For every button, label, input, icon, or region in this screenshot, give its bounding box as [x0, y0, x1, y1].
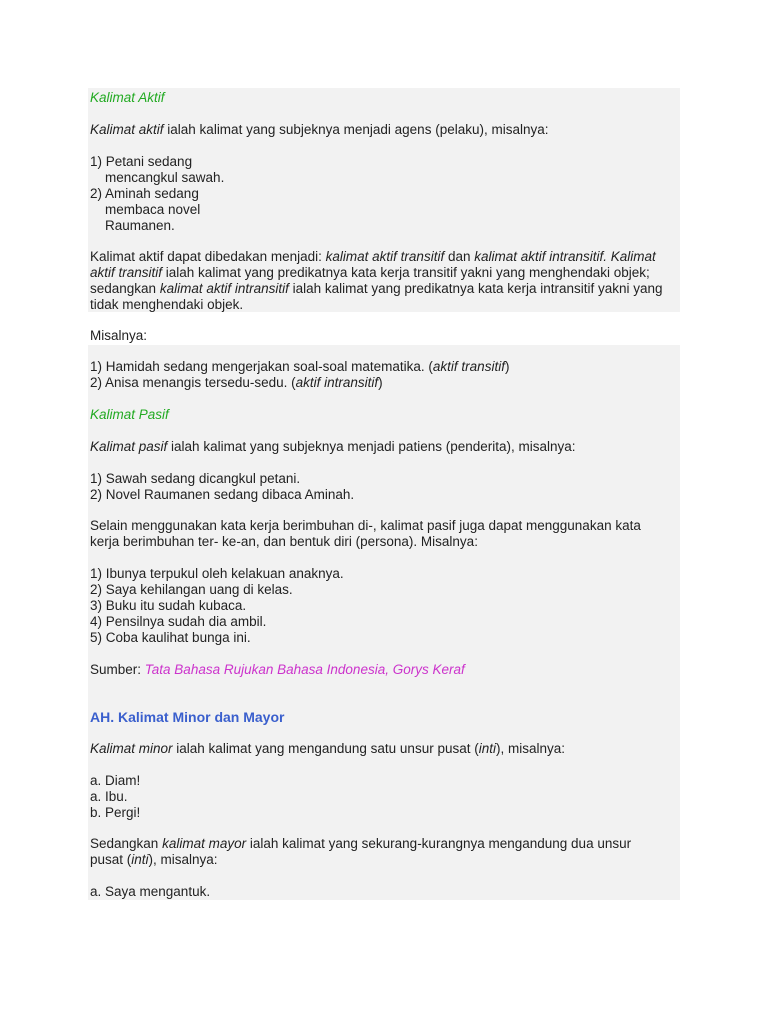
- list-pasif-4: 4) Pensilnya sudah dia ambil.: [90, 614, 267, 629]
- example-minor-3: b. Pergi!: [90, 805, 141, 820]
- misal-aktif-2: 2) Anisa menangis tersedu-sedu. (aktif intransitif): [90, 375, 383, 390]
- heading-kalimat-pasif: Kalimat Pasif: [90, 407, 169, 422]
- paragraph-mayor-line1: Sedangkan kalimat mayor ialah kalimat yang sekurang-kurangnya mengandung dua unsur: [90, 836, 632, 851]
- list-pasif-2: 2) Saya kehilangan uang di kelas.: [90, 582, 293, 597]
- example-minor-1: a. Diam!: [90, 773, 141, 788]
- section-kalimat-pasif-minor: [88, 345, 680, 900]
- definition-aktif: Kalimat aktif ialah kalimat yang subjeknya menjadi agens (pelaku), misalnya:: [90, 122, 549, 137]
- example-aktif-1b: mencangkul sawah.: [105, 170, 225, 185]
- list-pasif-1: 1) Ibunya terpukul oleh kelakuan anaknya.: [90, 566, 344, 581]
- example-aktif-2a: 2) Aminah sedang: [90, 186, 199, 201]
- paragraph-aktif-line2: aktif transitif ialah kalimat yang predikatnya kata kerja transitif yakni yang menghendaki objek;: [90, 265, 650, 280]
- source-link[interactable]: Tata Bahasa Rujukan Bahasa Indonesia, Gorys Keraf: [144, 662, 465, 677]
- source-citation: Sumber: Tata Bahasa Rujukan Bahasa Indonesia, Gorys Keraf: [90, 662, 465, 677]
- paragraph-pasif-line2: kerja berimbuhan ter- ke-an, dan bentuk diri (persona). Misalnya:: [90, 534, 478, 549]
- example-aktif-1a: 1) Petani sedang: [90, 154, 193, 169]
- heading-kalimat-aktif: Kalimat Aktif: [90, 90, 165, 105]
- example-pasif-2: 2) Novel Raumanen sedang dibaca Aminah.: [90, 487, 355, 502]
- paragraph-aktif-line4: tidak menghendaki objek.: [90, 297, 244, 312]
- example-pasif-1: 1) Sawah sedang dicangkul petani.: [90, 471, 301, 486]
- paragraph-pasif-line1: Selain menggunakan kata kerja berimbuhan di-, kalimat pasif juga dapat menggunakan kata: [90, 518, 641, 533]
- example-minor-2: a. Ibu.: [90, 789, 128, 804]
- paragraph-mayor-line2: pusat (inti), misalnya:: [90, 852, 218, 867]
- heading-kalimat-minor-mayor: AH. Kalimat Minor dan Mayor: [90, 709, 285, 725]
- example-aktif-2c: Raumanen.: [105, 218, 175, 233]
- misal-aktif-1: 1) Hamidah sedang mengerjakan soal-soal matematika. (aktif transitif): [90, 359, 510, 374]
- section-kalimat-aktif: [88, 88, 680, 312]
- definition-pasif: Kalimat pasif ialah kalimat yang subjeknya menjadi patiens (penderita), misalnya:: [90, 439, 576, 454]
- example-mayor-1: a. Saya mengantuk.: [90, 884, 211, 899]
- list-pasif-3: 3) Buku itu sudah kubaca.: [90, 598, 247, 613]
- example-aktif-2b: membaca novel: [105, 202, 201, 217]
- paragraph-aktif-line3: sedangkan kalimat aktif intransitif ialah kalimat yang predikatnya kata kerja intransitif yakni yang: [90, 281, 663, 296]
- misalnya-label: Misalnya:: [90, 328, 148, 343]
- definition-minor: Kalimat minor ialah kalimat yang mengandung satu unsur pusat (inti), misalnya:: [90, 741, 566, 756]
- list-pasif-5: 5) Coba kaulihat bunga ini.: [90, 630, 251, 645]
- paragraph-aktif-line1: Kalimat aktif dapat dibedakan menjadi: kalimat aktif transitif dan kalimat aktif intransitif. Kalimat: [90, 249, 656, 264]
